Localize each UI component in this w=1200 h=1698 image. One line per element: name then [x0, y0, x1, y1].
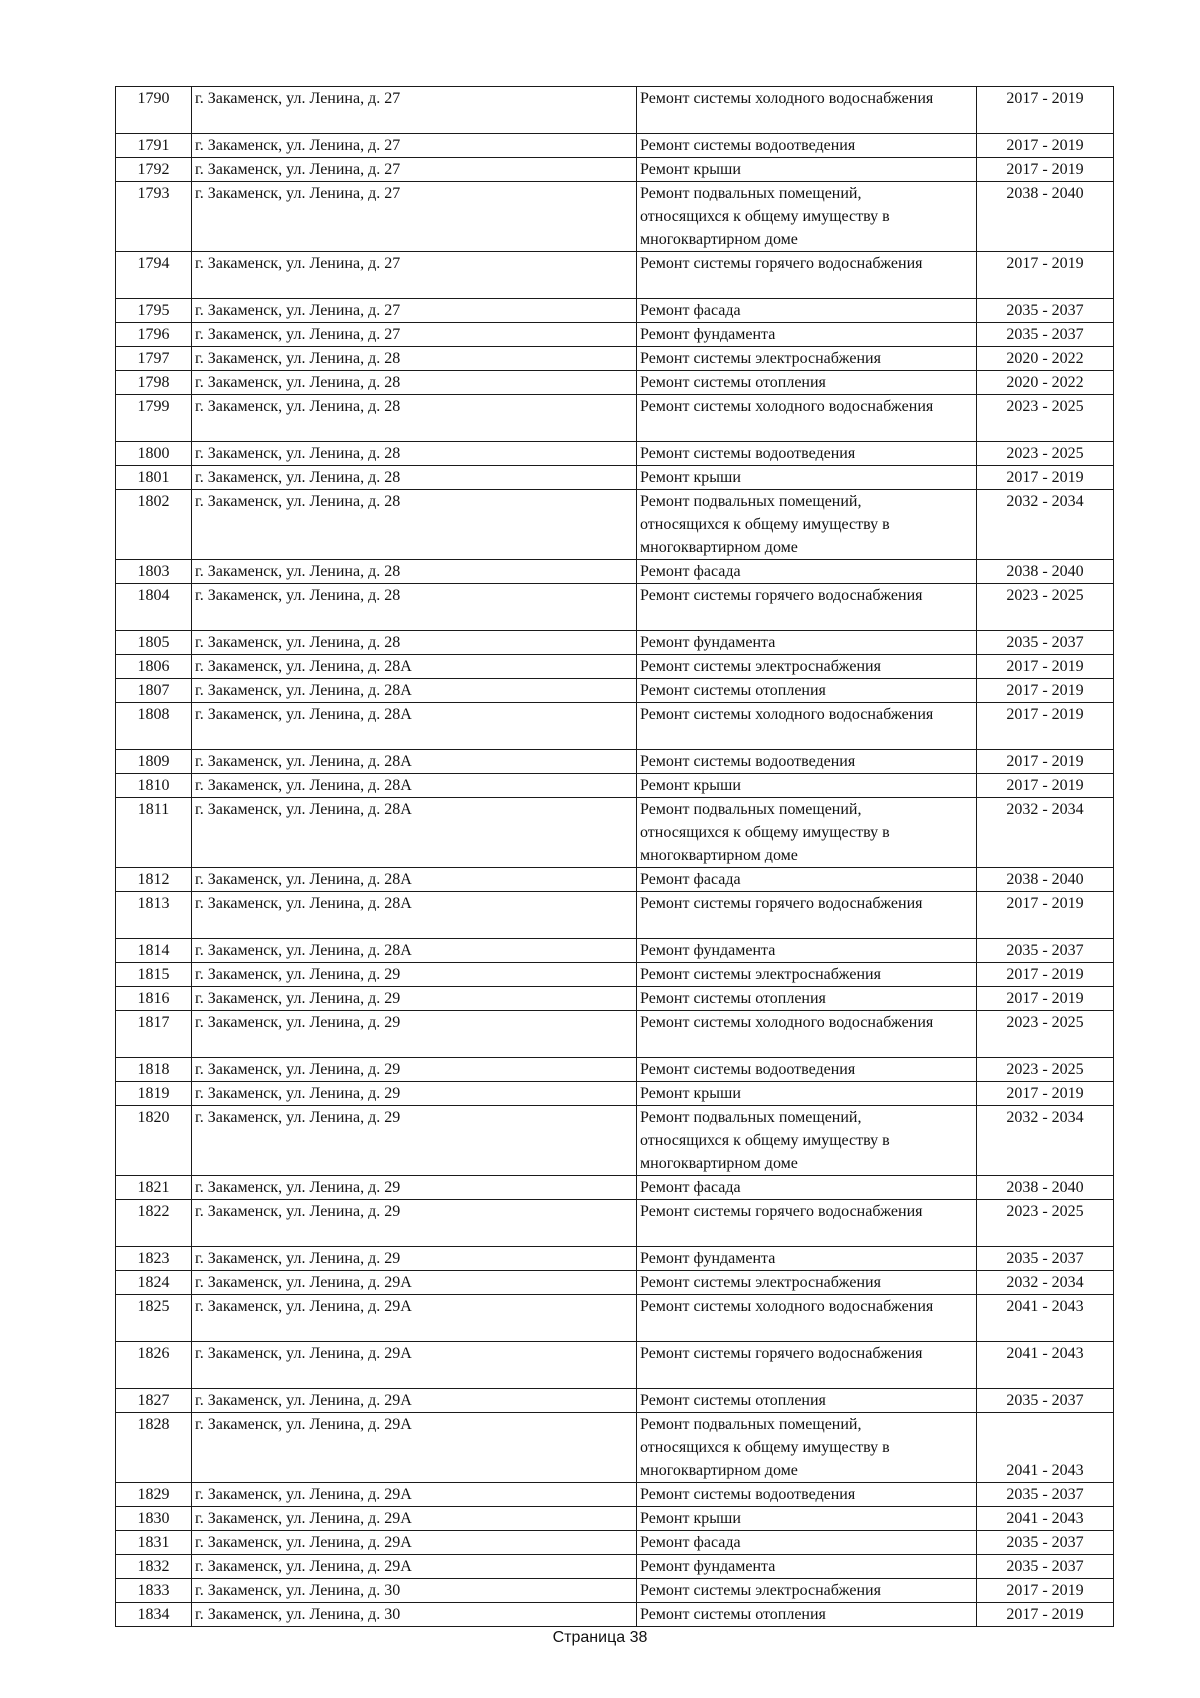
address-cell: г. Закаменск, ул. Ленина, д. 27	[192, 87, 637, 134]
work-type-cell: Ремонт системы горячего водоснабжения	[637, 584, 977, 631]
period-cell: 2017 - 2019	[977, 1579, 1114, 1603]
table-row	[116, 1271, 1114, 1295]
row-number-cell: 1800	[116, 442, 192, 466]
work-type-cell: Ремонт подвальных помещений, относящихся к общему имуществу в многоквартирном доме	[637, 1413, 977, 1483]
period-cell: 2035 - 2037	[977, 299, 1114, 323]
period-cell: 2017 - 2019	[977, 774, 1114, 798]
work-type-cell: Ремонт системы холодного водоснабжения	[637, 703, 977, 750]
row-number-cell: 1793	[116, 182, 192, 252]
period-cell: 2017 - 2019	[977, 987, 1114, 1011]
period-cell: 2035 - 2037	[977, 1389, 1114, 1413]
period-cell: 2032 - 2034	[977, 1106, 1114, 1176]
row-number-cell: 1809	[116, 750, 192, 774]
table-row	[116, 1058, 1114, 1082]
row-number-cell: 1820	[116, 1106, 192, 1176]
row-number-cell: 1794	[116, 252, 192, 299]
table-row	[116, 1483, 1114, 1507]
work-type-cell: Ремонт крыши	[637, 774, 977, 798]
table-row	[116, 679, 1114, 703]
address-cell: г. Закаменск, ул. Ленина, д. 28А	[192, 703, 637, 750]
row-number-cell: 1821	[116, 1176, 192, 1200]
address-cell: г. Закаменск, ул. Ленина, д. 29А	[192, 1507, 637, 1531]
work-type-cell: Ремонт фундамента	[637, 939, 977, 963]
address-cell: г. Закаменск, ул. Ленина, д. 27	[192, 134, 637, 158]
table-row	[116, 1603, 1114, 1627]
period-cell: 2017 - 2019	[977, 134, 1114, 158]
address-cell: г. Закаменск, ул. Ленина, д. 29	[192, 1058, 637, 1082]
period-cell: 2017 - 2019	[977, 750, 1114, 774]
work-type-cell: Ремонт крыши	[637, 158, 977, 182]
address-cell: г. Закаменск, ул. Ленина, д. 29А	[192, 1342, 637, 1389]
address-cell: г. Закаменск, ул. Ленина, д. 27	[192, 323, 637, 347]
row-number-cell: 1828	[116, 1413, 192, 1483]
work-type-cell: Ремонт фундамента	[637, 1555, 977, 1579]
table-row	[116, 299, 1114, 323]
address-cell: г. Закаменск, ул. Ленина, д. 27	[192, 158, 637, 182]
work-type-cell: Ремонт системы горячего водоснабжения	[637, 1342, 977, 1389]
address-cell: г. Закаменск, ул. Ленина, д. 29	[192, 1247, 637, 1271]
address-cell: г. Закаменск, ул. Ленина, д. 28	[192, 466, 637, 490]
period-cell: 2035 - 2037	[977, 1247, 1114, 1271]
row-number-cell: 1831	[116, 1531, 192, 1555]
period-cell: 2017 - 2019	[977, 892, 1114, 939]
period-cell: 2023 - 2025	[977, 395, 1114, 442]
address-cell: г. Закаменск, ул. Ленина, д. 29	[192, 987, 637, 1011]
table-row	[116, 371, 1114, 395]
row-number-cell: 1833	[116, 1579, 192, 1603]
table-row	[116, 466, 1114, 490]
period-cell: 2020 - 2022	[977, 371, 1114, 395]
address-cell: г. Закаменск, ул. Ленина, д. 29	[192, 1176, 637, 1200]
row-number-cell: 1819	[116, 1082, 192, 1106]
address-cell: г. Закаменск, ул. Ленина, д. 29А	[192, 1555, 637, 1579]
period-cell: 2017 - 2019	[977, 87, 1114, 134]
row-number-cell: 1825	[116, 1295, 192, 1342]
work-type-cell: Ремонт системы холодного водоснабжения	[637, 395, 977, 442]
period-cell: 2023 - 2025	[977, 1058, 1114, 1082]
address-cell: г. Закаменск, ул. Ленина, д. 28	[192, 371, 637, 395]
row-number-cell: 1815	[116, 963, 192, 987]
table-row	[116, 1247, 1114, 1271]
address-cell: г. Закаменск, ул. Ленина, д. 29А	[192, 1295, 637, 1342]
period-cell: 2020 - 2022	[977, 347, 1114, 371]
table-row	[116, 892, 1114, 939]
work-type-cell: Ремонт фасада	[637, 560, 977, 584]
work-type-cell: Ремонт системы водоотведения	[637, 1058, 977, 1082]
work-type-cell: Ремонт системы горячего водоснабжения	[637, 1200, 977, 1247]
address-cell: г. Закаменск, ул. Ленина, д. 28	[192, 347, 637, 371]
period-cell: 2023 - 2025	[977, 584, 1114, 631]
row-number-cell: 1807	[116, 679, 192, 703]
table-row	[116, 1176, 1114, 1200]
period-cell: 2017 - 2019	[977, 1603, 1114, 1627]
address-cell: г. Закаменск, ул. Ленина, д. 28	[192, 395, 637, 442]
table-row	[116, 395, 1114, 442]
row-number-cell: 1792	[116, 158, 192, 182]
table-row	[116, 560, 1114, 584]
work-type-cell: Ремонт системы отопления	[637, 679, 977, 703]
table-row	[116, 182, 1114, 252]
work-type-cell: Ремонт фасада	[637, 868, 977, 892]
period-cell: 2017 - 2019	[977, 655, 1114, 679]
table-row	[116, 987, 1114, 1011]
row-number-cell: 1830	[116, 1507, 192, 1531]
period-cell: 2041 - 2043	[977, 1507, 1114, 1531]
table-row	[116, 655, 1114, 679]
address-cell: г. Закаменск, ул. Ленина, д. 28	[192, 560, 637, 584]
period-cell: 2035 - 2037	[977, 1531, 1114, 1555]
period-cell: 2038 - 2040	[977, 560, 1114, 584]
table-row	[116, 1082, 1114, 1106]
row-number-cell: 1808	[116, 703, 192, 750]
address-cell: г. Закаменск, ул. Ленина, д. 28	[192, 584, 637, 631]
address-cell: г. Закаменск, ул. Ленина, д. 28А	[192, 939, 637, 963]
row-number-cell: 1826	[116, 1342, 192, 1389]
work-type-cell: Ремонт системы электроснабжения	[637, 1271, 977, 1295]
table-row	[116, 1555, 1114, 1579]
period-cell: 2017 - 2019	[977, 1082, 1114, 1106]
work-type-cell: Ремонт системы водоотведения	[637, 1483, 977, 1507]
address-cell: г. Закаменск, ул. Ленина, д. 28А	[192, 798, 637, 868]
period-cell: 2041 - 2043	[977, 1413, 1114, 1483]
work-type-cell: Ремонт фасада	[637, 1176, 977, 1200]
address-cell: г. Закаменск, ул. Ленина, д. 28	[192, 490, 637, 560]
table-row	[116, 939, 1114, 963]
table-row	[116, 442, 1114, 466]
work-type-cell: Ремонт фундамента	[637, 1247, 977, 1271]
work-type-cell: Ремонт системы горячего водоснабжения	[637, 892, 977, 939]
work-type-cell: Ремонт системы водоотведения	[637, 442, 977, 466]
work-type-cell: Ремонт системы электроснабжения	[637, 655, 977, 679]
address-cell: г. Закаменск, ул. Ленина, д. 29А	[192, 1413, 637, 1483]
row-number-cell: 1832	[116, 1555, 192, 1579]
address-cell: г. Закаменск, ул. Ленина, д. 28А	[192, 679, 637, 703]
table-row	[116, 134, 1114, 158]
table-row	[116, 1200, 1114, 1247]
address-cell: г. Закаменск, ул. Ленина, д. 29	[192, 1106, 637, 1176]
table-row	[116, 1295, 1114, 1342]
row-number-cell: 1816	[116, 987, 192, 1011]
period-cell: 2032 - 2034	[977, 490, 1114, 560]
row-number-cell: 1812	[116, 868, 192, 892]
address-cell: г. Закаменск, ул. Ленина, д. 28А	[192, 750, 637, 774]
address-cell: г. Закаменск, ул. Ленина, д. 28А	[192, 774, 637, 798]
period-cell: 2032 - 2034	[977, 1271, 1114, 1295]
address-cell: г. Закаменск, ул. Ленина, д. 28А	[192, 892, 637, 939]
period-cell: 2023 - 2025	[977, 1011, 1114, 1058]
work-type-cell: Ремонт системы отопления	[637, 987, 977, 1011]
period-cell: 2017 - 2019	[977, 703, 1114, 750]
row-number-cell: 1804	[116, 584, 192, 631]
period-cell: 2035 - 2037	[977, 939, 1114, 963]
table-row	[116, 1579, 1114, 1603]
table-row	[116, 1389, 1114, 1413]
period-cell: 2017 - 2019	[977, 252, 1114, 299]
table-row	[116, 798, 1114, 868]
row-number-cell: 1818	[116, 1058, 192, 1082]
period-cell: 2035 - 2037	[977, 323, 1114, 347]
row-number-cell: 1823	[116, 1247, 192, 1271]
period-cell: 2038 - 2040	[977, 182, 1114, 252]
table-row	[116, 1106, 1114, 1176]
repair-schedule-table	[115, 86, 1114, 1627]
work-type-cell: Ремонт фундамента	[637, 323, 977, 347]
work-type-cell: Ремонт подвальных помещений, относящихся к общему имуществу в многоквартирном доме	[637, 182, 977, 252]
work-type-cell: Ремонт системы электроснабжения	[637, 963, 977, 987]
address-cell: г. Закаменск, ул. Ленина, д. 30	[192, 1603, 637, 1627]
row-number-cell: 1797	[116, 347, 192, 371]
table-row	[116, 703, 1114, 750]
work-type-cell: Ремонт подвальных помещений, относящихся к общему имуществу в многоквартирном доме	[637, 490, 977, 560]
address-cell: г. Закаменск, ул. Ленина, д. 29	[192, 1011, 637, 1058]
address-cell: г. Закаменск, ул. Ленина, д. 28А	[192, 868, 637, 892]
table-row	[116, 750, 1114, 774]
row-number-cell: 1791	[116, 134, 192, 158]
work-type-cell: Ремонт системы электроснабжения	[637, 1579, 977, 1603]
address-cell: г. Закаменск, ул. Ленина, д. 27	[192, 252, 637, 299]
table-row	[116, 1011, 1114, 1058]
row-number-cell: 1817	[116, 1011, 192, 1058]
table-row	[116, 1342, 1114, 1389]
period-cell: 2017 - 2019	[977, 963, 1114, 987]
table-row	[116, 1413, 1114, 1483]
table-row	[116, 584, 1114, 631]
table-row	[116, 347, 1114, 371]
period-cell: 2038 - 2040	[977, 1176, 1114, 1200]
work-type-cell: Ремонт системы холодного водоснабжения	[637, 1295, 977, 1342]
row-number-cell: 1824	[116, 1271, 192, 1295]
work-type-cell: Ремонт системы водоотведения	[637, 134, 977, 158]
table-row	[116, 158, 1114, 182]
address-cell: г. Закаменск, ул. Ленина, д. 29	[192, 1200, 637, 1247]
address-cell: г. Закаменск, ул. Ленина, д. 28	[192, 442, 637, 466]
work-type-cell: Ремонт системы электроснабжения	[637, 347, 977, 371]
period-cell: 2017 - 2019	[977, 466, 1114, 490]
address-cell: г. Закаменск, ул. Ленина, д. 29А	[192, 1531, 637, 1555]
work-type-cell: Ремонт системы водоотведения	[637, 750, 977, 774]
table-row	[116, 963, 1114, 987]
row-number-cell: 1814	[116, 939, 192, 963]
address-cell: г. Закаменск, ул. Ленина, д. 28А	[192, 655, 637, 679]
row-number-cell: 1796	[116, 323, 192, 347]
address-cell: г. Закаменск, ул. Ленина, д. 27	[192, 299, 637, 323]
work-type-cell: Ремонт системы холодного водоснабжения	[637, 1011, 977, 1058]
work-type-cell: Ремонт системы горячего водоснабжения	[637, 252, 977, 299]
work-type-cell: Ремонт подвальных помещений, относящихся к общему имуществу в многоквартирном доме	[637, 798, 977, 868]
period-cell: 2023 - 2025	[977, 442, 1114, 466]
row-number-cell: 1827	[116, 1389, 192, 1413]
period-cell: 2032 - 2034	[977, 798, 1114, 868]
work-type-cell: Ремонт крыши	[637, 466, 977, 490]
period-cell: 2023 - 2025	[977, 1200, 1114, 1247]
work-type-cell: Ремонт системы отопления	[637, 1603, 977, 1627]
table-row	[116, 1531, 1114, 1555]
work-type-cell: Ремонт фундамента	[637, 631, 977, 655]
work-type-cell: Ремонт подвальных помещений, относящихся к общему имуществу в многоквартирном доме	[637, 1106, 977, 1176]
address-cell: г. Закаменск, ул. Ленина, д. 29А	[192, 1389, 637, 1413]
work-type-cell: Ремонт фасада	[637, 1531, 977, 1555]
address-cell: г. Закаменск, ул. Ленина, д. 27	[192, 182, 637, 252]
work-type-cell: Ремонт фасада	[637, 299, 977, 323]
row-number-cell: 1811	[116, 798, 192, 868]
table-row	[116, 868, 1114, 892]
work-type-cell: Ремонт системы отопления	[637, 371, 977, 395]
table-row	[116, 87, 1114, 134]
work-type-cell: Ремонт системы холодного водоснабжения	[637, 87, 977, 134]
row-number-cell: 1790	[116, 87, 192, 134]
row-number-cell: 1822	[116, 1200, 192, 1247]
row-number-cell: 1805	[116, 631, 192, 655]
work-type-cell: Ремонт крыши	[637, 1507, 977, 1531]
row-number-cell: 1834	[116, 1603, 192, 1627]
row-number-cell: 1798	[116, 371, 192, 395]
row-number-cell: 1802	[116, 490, 192, 560]
address-cell: г. Закаменск, ул. Ленина, д. 29	[192, 963, 637, 987]
period-cell: 2041 - 2043	[977, 1295, 1114, 1342]
address-cell: г. Закаменск, ул. Ленина, д. 29А	[192, 1271, 637, 1295]
address-cell: г. Закаменск, ул. Ленина, д. 29А	[192, 1483, 637, 1507]
row-number-cell: 1813	[116, 892, 192, 939]
row-number-cell: 1795	[116, 299, 192, 323]
period-cell: 2038 - 2040	[977, 868, 1114, 892]
row-number-cell: 1801	[116, 466, 192, 490]
work-type-cell: Ремонт системы отопления	[637, 1389, 977, 1413]
period-cell: 2035 - 2037	[977, 631, 1114, 655]
table-row	[116, 252, 1114, 299]
table-row	[116, 774, 1114, 798]
period-cell: 2041 - 2043	[977, 1342, 1114, 1389]
address-cell: г. Закаменск, ул. Ленина, д. 28	[192, 631, 637, 655]
row-number-cell: 1829	[116, 1483, 192, 1507]
work-type-cell: Ремонт крыши	[637, 1082, 977, 1106]
table-row	[116, 1507, 1114, 1531]
address-cell: г. Закаменск, ул. Ленина, д. 29	[192, 1082, 637, 1106]
period-cell: 2017 - 2019	[977, 679, 1114, 703]
row-number-cell: 1806	[116, 655, 192, 679]
table-body	[116, 87, 1114, 1627]
period-cell: 2035 - 2037	[977, 1483, 1114, 1507]
address-cell: г. Закаменск, ул. Ленина, д. 30	[192, 1579, 637, 1603]
table-row	[116, 631, 1114, 655]
period-cell: 2035 - 2037	[977, 1555, 1114, 1579]
table-row	[116, 490, 1114, 560]
table-row	[116, 323, 1114, 347]
row-number-cell: 1799	[116, 395, 192, 442]
row-number-cell: 1810	[116, 774, 192, 798]
period-cell: 2017 - 2019	[977, 158, 1114, 182]
row-number-cell: 1803	[116, 560, 192, 584]
page-number: Страница 38	[552, 1629, 648, 1646]
